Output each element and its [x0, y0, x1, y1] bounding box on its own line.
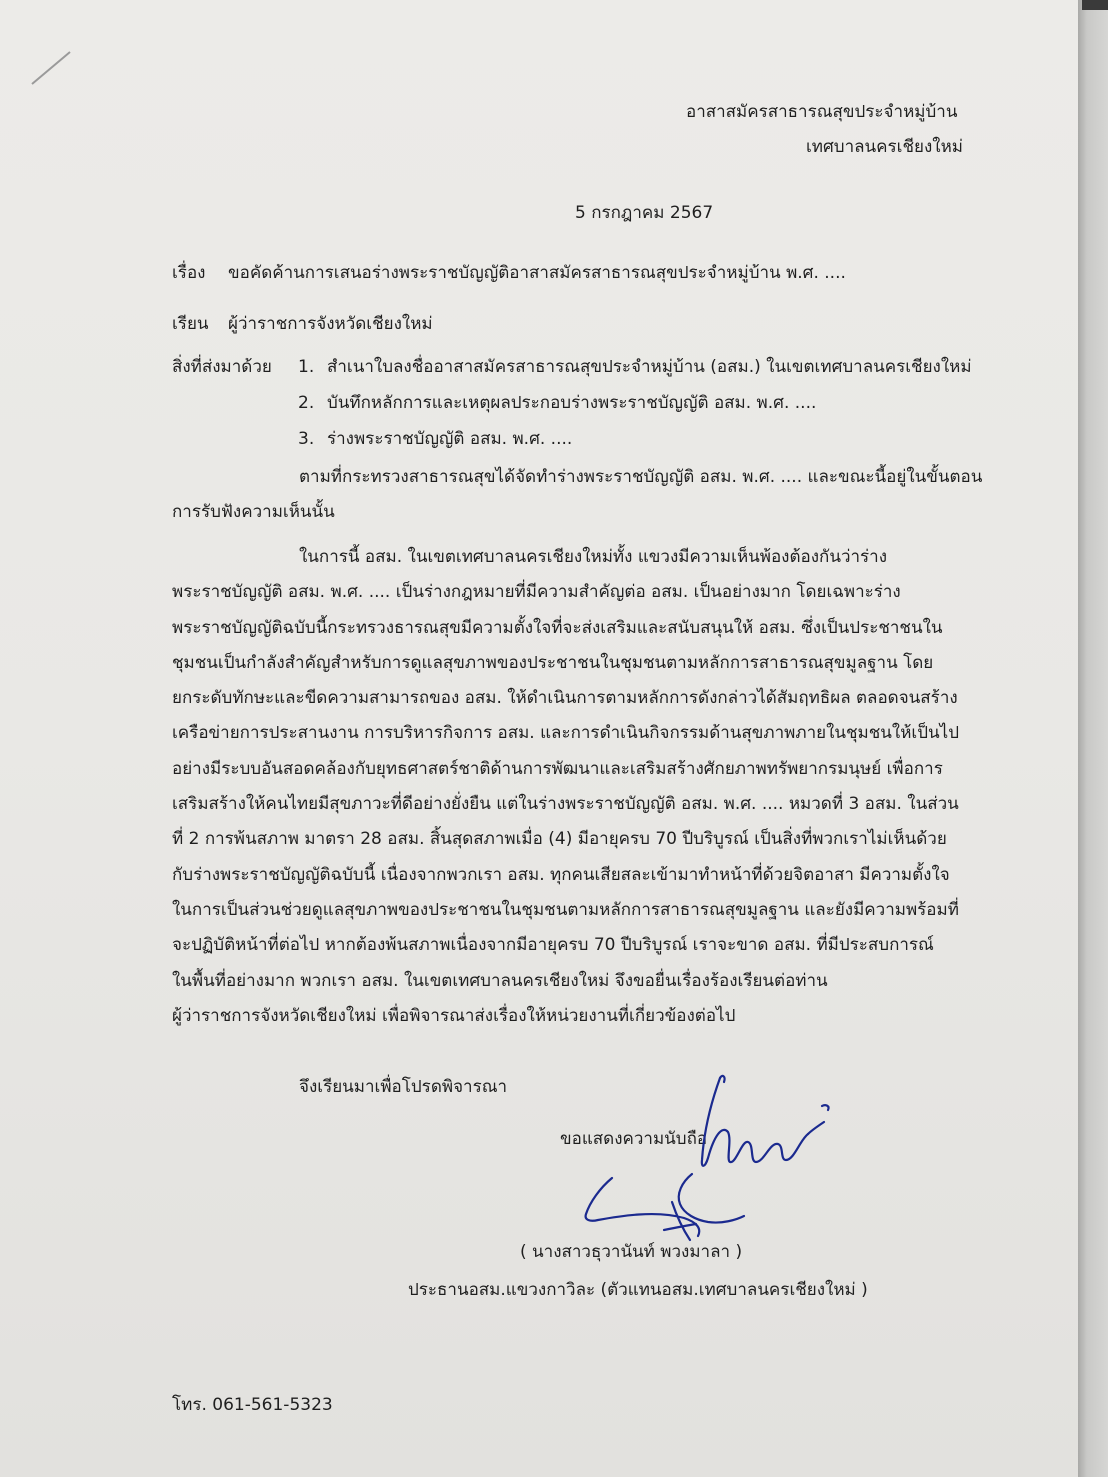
salutation: ขอแสดงความนับถือ	[560, 1129, 708, 1149]
paragraph-line: ชุมชนเป็นกำลังสำคัญสำหรับการดูแลสุขภาพของประชาชนในชุมชนตามหลักการสาธารณสุขมูลฐาน โดย	[172, 652, 934, 673]
paragraph-line: กับร่างพระราชบัญญัติฉบับนี้ เนื่องจากพวกเรา อสม. ทุกคนเสียสละเข้ามาทำหน้าที่ด้วยจิตอาสา มีความตั้งใจ	[172, 864, 950, 885]
enclosure-item: ร่างพระราชบัญญัติ อสม. พ.ศ. ....	[327, 429, 573, 449]
enclosure-number: 2.	[298, 393, 315, 413]
sender-line-1: อาสาสมัครสาธารณสุขประจำหมู่บ้าน	[686, 102, 958, 122]
paragraph-line: จะปฏิบัติหน้าที่ต่อไป หากต้องพ้นสภาพเนื่องจากมีอายุครบ 70 ปีบริบูรณ์ เราจะขาด อสม. ที่มีประสบการณ์	[172, 935, 934, 956]
paragraph-intro	[172, 460, 982, 531]
paragraph-line: อย่างมีระบบอันสอดคล้องกับยุทธศาสตร์ชาติด้านการพัฒนาและเสริมสร้างศักยภาพทรัพยากรมนุษย์ เพื่อการ	[172, 758, 943, 779]
corner-shadow	[1082, 0, 1108, 10]
phone-number: โทร. 061-561-5323	[172, 1395, 333, 1415]
paragraph-line: เครือข่ายการประสานงาน การบริหารกิจการ อสม. และการดำเนินกิจกรรมด้านสุขภาพภายในชุมชนให้เป็นไป	[172, 723, 959, 744]
paragraph-line: ยกระดับทักษะและขีดความสามารถของ อสม. ให้ดำเนินการตามหลักการดังกล่าวได้สัมฤทธิผล ตลอดจนสร้าง	[172, 688, 958, 709]
sender-line-2: เทศบาลนครเชียงใหม่	[806, 137, 964, 157]
paragraph-line: ตามที่กระทรวงสาธารณสุขได้จัดทำร่างพระราชบัญญัติ อสม. พ.ศ. .... และขณะนี้อยู่ในขั้นตอน	[299, 467, 983, 487]
paragraph-line: เสริมสร้างให้คนไทยมีสุขภาวะที่ดีอย่างยั่งยืน แต่ในร่างพระราชบัญญัติ อสม. พ.ศ. .... หมวดที่ 3 อสม. ในส่วน	[172, 794, 959, 815]
paragraph-line: ในพื้นที่อย่างมาก พวกเรา อสม. ในเขตเทศบาลนครเชียงใหม่ จึงขอยื่นเรื่องร้องเรียนต่อท่าน	[172, 970, 828, 991]
enclosure-item: บันทึกหลักการและเหตุผลประกอบร่างพระราชบัญญัติ อสม. พ.ศ. ....	[327, 393, 817, 413]
paragraph-line: พระราชบัญญัติ อสม. พ.ศ. .... เป็นร่างกฎหมายที่มีความสำคัญต่อ อสม. เป็นอย่างมาก โดยเฉพาะร่าง	[172, 582, 901, 603]
enclosure-number: 3.	[298, 429, 315, 449]
recipient-text: ผู้ว่าราชการจังหวัดเชียงใหม่	[228, 314, 433, 334]
recipient-label: เรียน	[172, 314, 209, 334]
paragraph-line: ผู้ว่าราชการจังหวัดเชียงใหม่ เพื่อพิจารณาส่งเรื่องให้หน่วยงานที่เกี่ยวข้องต่อไป	[172, 1005, 736, 1026]
paragraph-line: ที่ 2 การพ้นสภาพ มาตรา 28 อสม. สิ้นสุดสภาพเมื่อ (4) มีอายุครบ 70 ปีบริบูรณ์ เป็นสิ่งที่พวกเราไม่เห็นด้วย	[172, 829, 947, 850]
subject-text: ขอคัดค้านการเสนอร่างพระราชบัญญัติอาสาสมัครสาธารณสุขประจำหมู่บ้าน พ.ศ. ....	[228, 263, 846, 283]
signer-title: ประธานอสม.แขวงกาวิละ (ตัวแทนอสม.เทศบาลนครเชียงใหม่ )	[408, 1280, 868, 1300]
paragraph-line: ในการเป็นส่วนช่วยดูแลสุขภาพของประชาชนในชุมชนตามหลักการสาธารณสุขมูลฐาน และยังมีความพร้อมที่	[172, 899, 959, 920]
enclosures-label: สิ่งที่ส่งมาด้วย	[172, 357, 272, 377]
closing-line: จึงเรียนมาเพื่อโปรดพิจารณา	[299, 1077, 508, 1097]
signer-name: ( นางสาวธุวานันท์ พวงมาลา )	[520, 1242, 743, 1262]
pencil-mark	[28, 48, 74, 88]
subject-label: เรื่อง	[172, 263, 206, 283]
paragraph-line: พระราชบัญญัติฉบับนี้กระทรวงธารณสุขมีความตั้งใจที่จะส่งเสริมและสนับสนุนให้ อสม. ซึ่งเป็นประชาชนใน	[172, 617, 943, 638]
page-edge-shadow	[1078, 0, 1108, 1477]
letter-date: 5 กรกฎาคม 2567	[575, 203, 714, 223]
enclosure-item: สำเนาใบลงชื่ออาสาสมัครสาธารณสุขประจำหมู่บ้าน (อสม.) ในเขตเทศบาลนครเชียงใหม่	[327, 357, 972, 377]
paragraph-line: การรับฟังความเห็นนั้น	[172, 502, 335, 523]
paragraph-line: ในการนี้ อสม. ในเขตเทศบาลนครเชียงใหม่ทั้ง แขวงมีความเห็นพ้องต้องกันว่าร่าง	[299, 547, 888, 567]
paragraph-body	[172, 540, 959, 1034]
enclosure-number: 1.	[298, 357, 315, 377]
